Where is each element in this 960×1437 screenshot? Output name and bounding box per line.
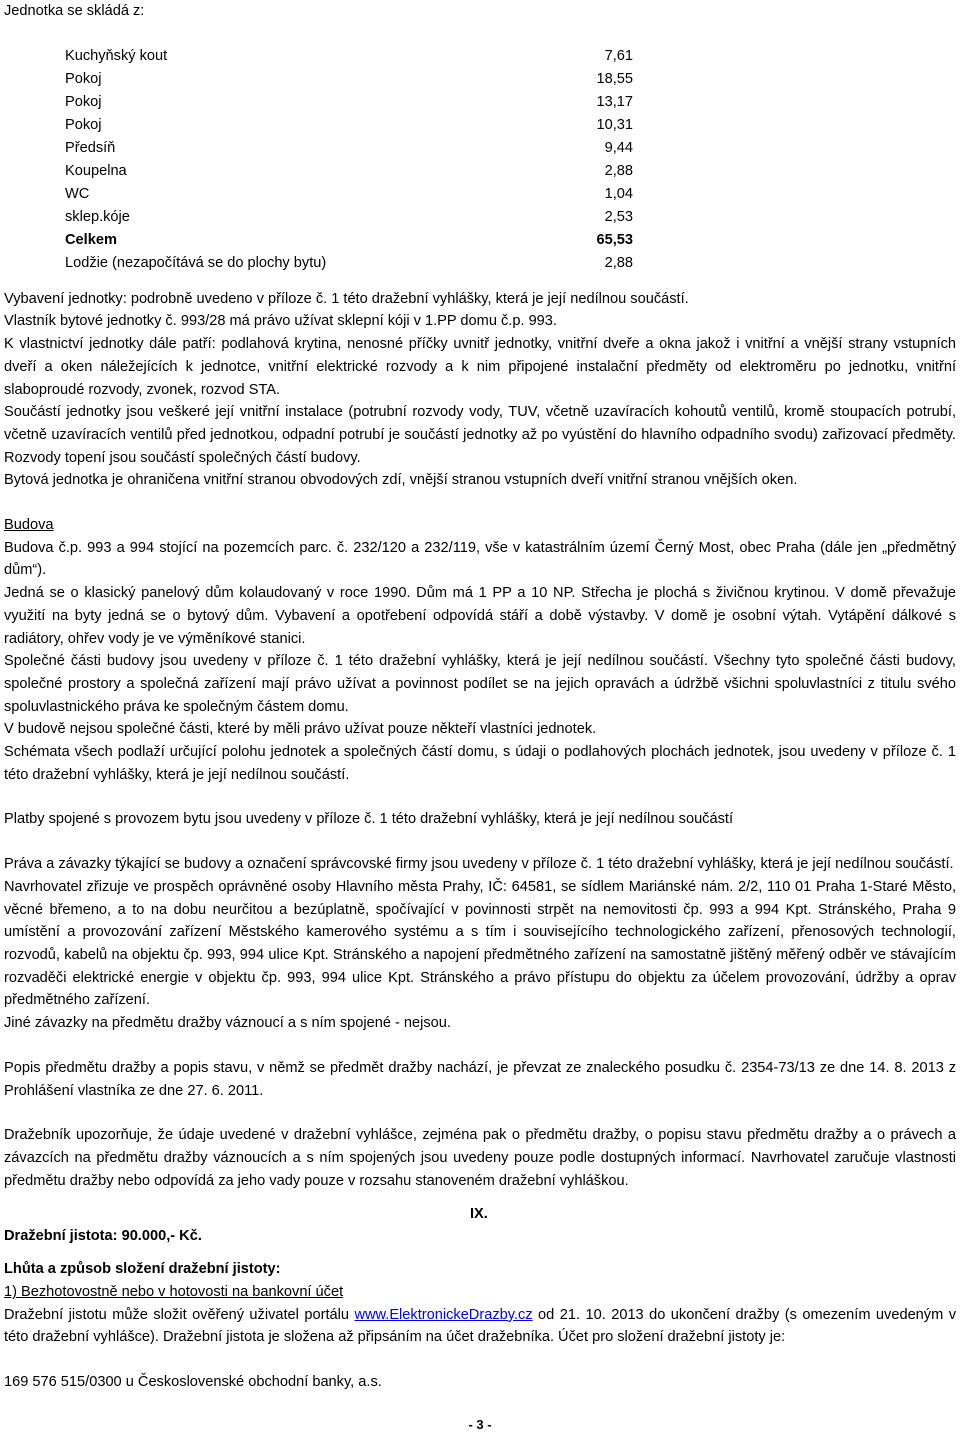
portal-text-b: od 21. 10. 2013 do ukončení dražby (s omezením uvedeným v této dražební vyhlášce). Dražební jistota je složena až připsáním na účet dražebníka. Účet pro složení dražební jistoty je: <box>4 1306 956 1346</box>
rooms-table-body <box>62 45 636 275</box>
table-row <box>62 68 636 91</box>
portal-text-a: Dražební jistotu může složit ověřený uživatel portálu <box>4 1306 355 1323</box>
room-area: 7,61 <box>604 47 633 64</box>
room-area: 2,53 <box>604 208 633 225</box>
spacer <box>4 1349 956 1371</box>
room-name: Celkem <box>65 231 117 248</box>
page-number: - 3 - <box>468 1417 492 1432</box>
k-vlastnictvi-paragraph: K vlastnictví jednotky dále patří: podlahová krytina, nenosné příčky uvnitř jednotky, vnitřní dveře a okna jakož i vnitřní a vnější strany vstupních dveří a oken náležejících k jednotce, vnitřní elektrické rozvody a k nim připojené instalační předměty od elektroměru po jednotku, vnitřní slaboproudé rozvody, zvonek, rozvod STA. <box>4 336 956 398</box>
room-area: 2,88 <box>604 254 633 271</box>
budova-paragraph-5: Schémata všech podlaží určující polohu jednotek a společných částí domu, s údaji o podlahových plochách jednotek, jsou uvedeny v příloze č. 1 této dražební vyhlášky, která je její nedílnou součástí. <box>4 744 956 783</box>
spacer <box>4 1102 956 1124</box>
spacer <box>4 1247 956 1258</box>
room-area: 13,17 <box>596 93 633 110</box>
navrhovatel-paragraph: Navrhovatel zřizuje ve prospěch oprávněné osoby Hlavního města Prahy, IČ: 64581, se sídlem Mariánské nám. 2/2, 110 01 Praha 1-Staré Město, věcné břemeno, a to na dobu neurčitou a bezúplatně, spočívající v povinnosti strpět na nemovitosti čp. 993 a 994 Kpt. Stránského, Praha 9 umístění a provozování zařízení Městského kamerového systému a s tím i souvisejícího technologického zařízení, přenosových technologií, rozvodů, kabelů na objektu čp. 993, 994 ulice Kpt. Stránského a napojení předmětného zařízení na samostatně jištěný měřený odběr ve stávajícím rozvaděči elektrické energie v objektu čp. 993, 994 ulice Kpt. Stránského a právo přístupu do objektu za účelem provozování, údržby a oprav předmětného zařízení. <box>4 878 956 1009</box>
prava-paragraph: Práva a závazky týkající se budovy a označení správcovské firmy jsou uvedeny v příloze č. 1 této dražební vyhlášky, která je její nedílnou součástí. <box>4 856 954 873</box>
budova-paragraph-2: Jedná se o klasický panelový dům kolaudovaný v roce 1990. Dům má 1 PP a 10 NP. Střecha je plochá s živičnou krytinou. V domě převažuje využití na byty jedná se o bytový dům. Vybavení a opotřebení odpovídá stáří a době výstavby. V domě je osobní výtah. Vytápění dálkové s radiátory, ohřev vody je ve výměníkové stanici. <box>4 585 956 647</box>
room-area: 18,55 <box>596 70 633 87</box>
room-area: 1,04 <box>604 185 633 202</box>
room-area: 65,53 <box>596 231 633 248</box>
room-name: Pokoj <box>65 70 102 87</box>
portal-link[interactable]: www.ElektronickeDrazby.cz <box>354 1306 533 1323</box>
budova-heading: Budova <box>4 517 54 534</box>
budova-paragraph-1: Budova č.p. 993 a 994 stojící na pozemcích parc. č. 232/120 a 232/119, vše v katastrálním území Černý Most, obec Praha (dále jen „předmětný dům“). <box>4 539 956 579</box>
option-1: 1) Bezhotovostně nebo v hotovosti na bankovní účet <box>4 1284 344 1301</box>
spacer <box>4 786 956 808</box>
spacer <box>4 1192 956 1203</box>
drazebnik-paragraph: Dražebník upozorňuje, že údaje uvedené v dražební vyhlášce, zejména pak o předmětu dražby, o popisu stavu předmětu dražby a o právech a závazcích na předmětu dražby váznoucích a s ním spojených jsou uvedeny pouze podle dostupných informací. Navrhovatel zaručuje vlastnosti předmětu dražby nebo odpovídá za jeho vady pouze v rozsahu stanoveném dražební vyhláškou. <box>4 1127 956 1189</box>
account-paragraph: 169 576 515/0300 u Československé obchodní banky, a.s. <box>4 1374 382 1391</box>
section-number: IX. <box>470 1206 488 1223</box>
table-row <box>62 229 636 252</box>
room-name: Kuchyňský kout <box>65 47 168 64</box>
ohranicena-paragraph: Bytová jednotka je ohraničena vnitřní stranou obvodových zdí, vnější stranou vstupních dveří vnitřní stranou vnějších oken. <box>4 472 798 489</box>
soucasti-paragraph: Součástí jednotky jsou veškeré její vnitřní instalace (potrubní rozvody vody, TUV, včetně uzavíracích kohoutů ventilů, kromě stoupacích potrubí, včetně uzavíracích ventilů před jednotkou, odpadní potrubí je součástí jednotky až po vyústění do hlavního odpadního svodu) zařizovací předměty. Rozvody topení jsou součástí společných částí budovy. <box>4 404 956 466</box>
spacer <box>4 1035 956 1057</box>
room-name: Koupelna <box>65 162 127 179</box>
table-row <box>62 183 636 206</box>
table-row <box>62 114 636 137</box>
room-area: 9,44 <box>604 139 633 156</box>
popis-paragraph: Popis předmětu dražby a popis stavu, v němž se předmět dražby nachází, je převzat ze znaleckého posudku č. 2354-73/13 ze dne 14. 8. 2013 z Prohlášení vlastníka ze dne 27. 6. 2011. <box>4 1059 956 1099</box>
drazebni-jistota: Dražební jistota: 90.000,- Kč. <box>4 1228 202 1245</box>
table-row <box>62 137 636 160</box>
rooms-table <box>62 45 636 275</box>
room-name: WC <box>65 185 90 202</box>
jine-zavazky-paragraph: Jiné závazky na předmětu dražby váznoucí a s ním spojené - nejsou. <box>4 1015 451 1032</box>
budova-paragraph-4: V budově nejsou společné části, které by měli právo užívat pouze někteří vlastníci jednotek. <box>4 721 597 738</box>
portal-paragraph <box>4 1304 956 1349</box>
table-row <box>62 206 636 229</box>
vybaveni-paragraph: Vybavení jednotky: podrobně uvedeno v příloze č. 1 této dražební vyhlášky, která je její nedílnou součástí. <box>4 290 689 307</box>
room-name: Lodžie (nezapočítává se do plochy bytu) <box>65 254 327 271</box>
room-name: Předsíň <box>65 139 116 156</box>
table-row <box>62 160 636 183</box>
spacer <box>4 831 956 853</box>
room-area: 10,31 <box>596 116 633 133</box>
document-page <box>4 0 956 1394</box>
platby-paragraph: Platby spojené s provozem bytu jsou uvedeny v příloze č. 1 této dražební vyhlášky, která je její nedílnou součástí <box>4 811 734 828</box>
rooms-table-wrap <box>62 45 636 275</box>
spacer <box>4 492 956 514</box>
room-name: sklep.kóje <box>65 208 130 225</box>
section-ix-row <box>4 1203 956 1247</box>
room-name: Pokoj <box>65 93 102 110</box>
table-row <box>62 252 636 275</box>
room-area: 2,88 <box>604 162 633 179</box>
lhuta-heading: Lhůta a způsob složení dražební jistoty: <box>4 1261 281 1278</box>
table-row <box>62 91 636 114</box>
room-name: Pokoj <box>65 116 102 133</box>
vlastnik-paragraph: Vlastník bytové jednotky č. 993/28 má právo užívat sklepní kóji v 1.PP domu č.p. 993. <box>4 313 557 330</box>
table-row <box>62 45 636 68</box>
budova-paragraph-3: Společné části budovy jsou uvedeny v příloze č. 1 této dražební vyhlášky, která je její nedílnou součástí. Všechny tyto společné části budovy, společné prostory a společná zařízení mají právo užívat a povinnost podílet se na jejich opravách a údržbě všichni spoluvlastníci z titulu svého spoluvlastnického práva ke společným částem domu. <box>4 653 956 715</box>
intro-text: Jednotka se skládá z: <box>4 3 145 19</box>
